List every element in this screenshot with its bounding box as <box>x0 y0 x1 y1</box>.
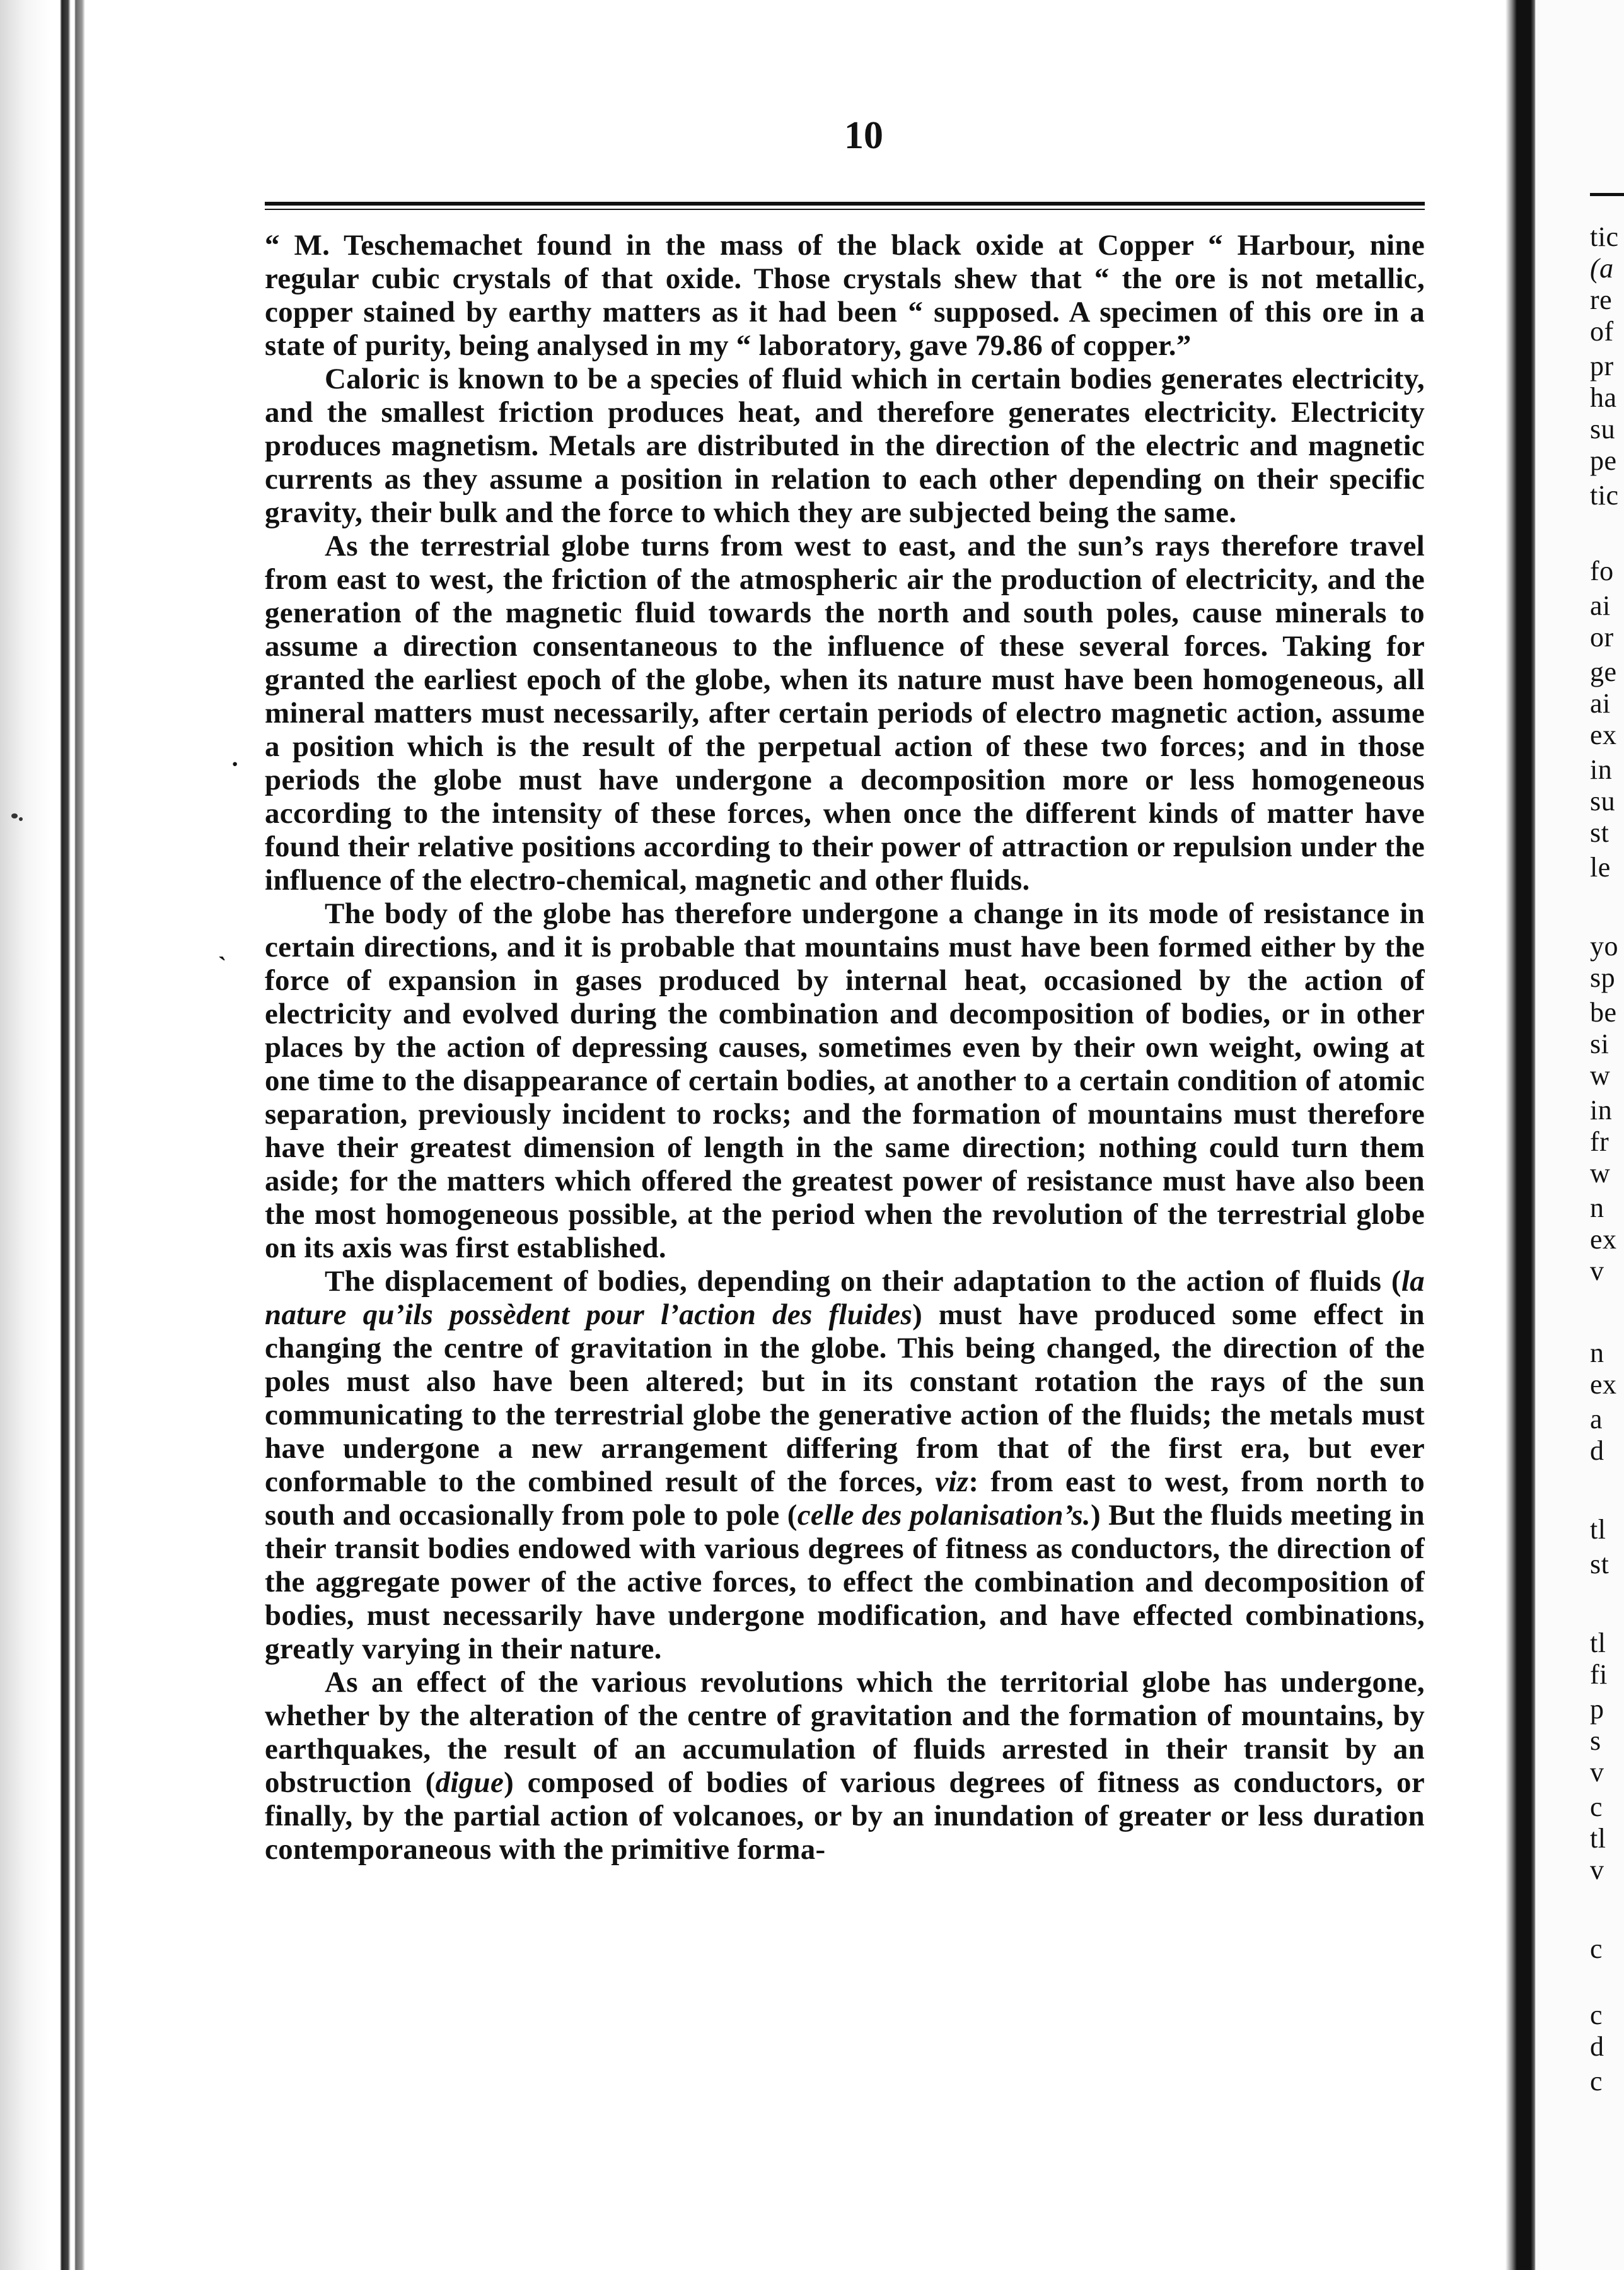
adjacent-page-fragment: w <box>1590 1060 1611 1091</box>
italic-phrase: viz <box>935 1465 969 1498</box>
adjacent-page-fragment: fi <box>1590 1659 1608 1690</box>
adjacent-page-fragment: pe <box>1590 445 1617 476</box>
page-number: 10 <box>844 114 883 157</box>
text-run: Caloric is known to be a species of fluid which in certain bodies generates electricity, and the smallest friction produces heat, and therefore generates electricity. Electricity produces magnetism. Metals are distributed in the direction of the electric and magnetic currents as they assume a position in relation to each other depending on their specific gravity, their bulk and the force to which they are subjected being the same. <box>265 363 1425 529</box>
text-run: As an effect of the various revolutions which the territorial globe has undergone, whether by the alteration of the centre of gravitation and the formation of mountains, by earthquakes, the result of an accumulation of fluids arrested in their transit by an obstruction ( <box>265 1666 1425 1799</box>
adjacent-page-fragment: tic <box>1590 221 1619 252</box>
adjacent-page-fragment: a <box>1590 1404 1603 1435</box>
header-rule <box>265 202 1425 206</box>
adjacent-page-fragment: n <box>1590 1192 1604 1223</box>
adjacent-page-fragment: fo <box>1590 556 1614 586</box>
adjacent-page-fragment: si <box>1590 1028 1610 1059</box>
adjacent-page-fragment: in <box>1590 1095 1613 1126</box>
text-run: : from east to west, from north to south and occasionally from pole to pole ( <box>265 1465 1425 1532</box>
adjacent-page-fragment: ex <box>1590 719 1617 750</box>
adjacent-page-fragment: of <box>1590 316 1614 347</box>
adjacent-page-fragment: ha <box>1590 382 1617 413</box>
body-text <box>265 229 1425 1866</box>
paragraph-terrestrial <box>265 530 1425 897</box>
adjacent-page-fragment: c <box>1590 1791 1603 1822</box>
text-run: As the terrestrial globe turns from west to east, and the sun’s rays therefore travel from east to west, the friction of the atmospheric air the production of electricity, and the generation of the magnetic fluid towards the north and south poles, cause minerals to assume a direction consentaneous to the influence of these several forces. Taking for granted the earliest epoch of the globe, when its nature must have been homogeneous, all mineral matters must necessarily, after certain periods of electro magnetic action, assume a position which is the result of the perpetual action of these two forces; and in those periods the globe must have undergone a decomposition more or less homogeneous according to the intensity of these forces, when once the different kinds of matter have found their relative positions according to their power of attraction or repulsion under the influence of the electro-chemical, magnetic and other fluids. <box>265 530 1425 897</box>
text-run: ) must have produced some effect in changing the centre of gravitation in the globe. This being changed, the direction of the poles must also have been altered; but in its constant rotation the rays of the sun communicating to the terrestrial globe the generative action of the fluids; the metals must have undergone a new arrangement differing from that of the first era, but ever conformable to the combined result of the forces, <box>265 1298 1425 1498</box>
adjacent-page-fragment: tl <box>1590 1823 1606 1854</box>
text-run: ) composed of bodies of various degrees of fitness as conductors, or finally, by the partial action of volcanoes, or by an inundation of greater or less duration contemporaneous with the primitive forma- <box>265 1766 1425 1866</box>
adjacent-page-fragment: ai <box>1590 590 1611 621</box>
ink-speck <box>11 813 18 818</box>
adjacent-page-fragment: n <box>1590 1337 1604 1368</box>
adjacent-page-fragment: sp <box>1590 962 1616 993</box>
adjacent-page-fragment: c <box>1590 1933 1603 1964</box>
adjacent-page-fragment: ai <box>1590 688 1611 719</box>
adjacent-page-fragment: or <box>1590 622 1614 653</box>
adjacent-page-fragment: w <box>1590 1158 1611 1189</box>
adjacent-page-fragment: ex <box>1590 1224 1617 1255</box>
adjacent-page-fragment: yo <box>1590 931 1618 962</box>
adjacent-page-fragment: tl <box>1590 1514 1606 1545</box>
adjacent-page-fragment: st <box>1590 1549 1610 1580</box>
adjacent-page-fragment: v <box>1590 1757 1604 1788</box>
adjacent-page-fragment: tl <box>1590 1627 1606 1658</box>
header-rule-thin <box>265 209 1425 210</box>
adjacent-page-fragment: re <box>1590 284 1613 315</box>
adjacent-page-fragment: ge <box>1590 656 1617 687</box>
adjacent-page-fragment: be <box>1590 997 1617 1028</box>
adjacent-page-fragment: p <box>1590 1694 1604 1725</box>
adjacent-page-fragment: pr <box>1590 351 1614 381</box>
adjacent-page-fragment: su <box>1590 786 1616 817</box>
text-run: “ M. Teschemachet found in the mass of the black oxide at Copper “ Harbour, nine regular cubic crystals of that oxide. Those crystals shew that “ the ore is not metallic, copper stained by earthy matters as it had been “ supposed. A specimen of this ore in a state of purity, being analysed in my “ laboratory, gave 79.86 of copper.” <box>265 229 1425 362</box>
document-page <box>265 101 1425 1866</box>
adjacent-page-fragment: v <box>1590 1255 1604 1286</box>
margin-mark: ` <box>218 952 227 980</box>
adjacent-page-fragment: d <box>1590 1435 1604 1466</box>
text-run: ) But the fluids meeting in their transit bodies endowed with various degrees of fitness as conductors, the direction of the aggregate power of the active forces, to effect the combination and decomposition of bodies, must necessarily have undergone modification, and have effected combinations, greatly varying in their nature. <box>265 1499 1425 1665</box>
adjacent-page-fragment: c <box>1590 1999 1603 2030</box>
adjacent-page-fragment: s <box>1590 1725 1601 1756</box>
adjacent-page-fragment: ex <box>1590 1369 1617 1400</box>
paragraph-quote <box>265 229 1425 363</box>
paragraph-body <box>265 897 1425 1265</box>
italic-phrase: digue <box>435 1766 504 1799</box>
paragraph-effect <box>265 1666 1425 1866</box>
italic-phrase: la nature qu’ils possèdent pour l’action des fluides <box>265 1265 1425 1331</box>
text-run: The displacement of bodies, depending on their adaptation to the action of fluids ( <box>325 1265 1401 1298</box>
margin-mark: · <box>231 750 240 778</box>
adjacent-page-rule <box>1590 193 1624 196</box>
italic-phrase: celle des polanisation’s. <box>797 1499 1091 1532</box>
adjacent-page-fragment: (a <box>1590 253 1614 284</box>
adjacent-page-fragment: tic <box>1590 480 1619 511</box>
text-run: The body of the globe has therefore undergone a change in its mode of resistance in certain directions, and it is probable that mountains must have been formed either by the force of expansion in gases produced by internal heat, occasioned by the action of electricity and evolved during the combination and decomposition of bodies, or in other places by the action of depressing causes, sometimes even by their own weight, owing at one time to the disappearance of certain bodies, at another to a certain condition of atomic separation, previously incident to rocks; and the formation of mountains must therefore have their greatest dimension of length in the same direction; nothing could turn them aside; for the matters which offered the greatest power of resistance must have also been the most homogeneous possible, at the period when the revolution of the terrestrial globe on its axis was first established. <box>265 897 1425 1264</box>
adjacent-page-fragment: fr <box>1590 1126 1610 1157</box>
adjacent-page-fragment: su <box>1590 414 1616 445</box>
adjacent-page <box>1536 0 1624 2270</box>
ink-speck <box>19 817 23 821</box>
paragraph-displacement <box>265 1265 1425 1666</box>
adjacent-page-fragment: st <box>1590 817 1610 848</box>
page-gutter <box>0 0 95 2270</box>
adjacent-page-fragment: in <box>1590 754 1613 785</box>
adjacent-page-fragment: c <box>1590 2066 1603 2097</box>
page-edge-shadow <box>1505 0 1536 2270</box>
paragraph-caloric <box>265 363 1425 530</box>
adjacent-page-fragment: d <box>1590 2031 1604 2062</box>
adjacent-page-fragment: le <box>1590 852 1611 883</box>
adjacent-page-fragment: v <box>1590 1854 1604 1885</box>
